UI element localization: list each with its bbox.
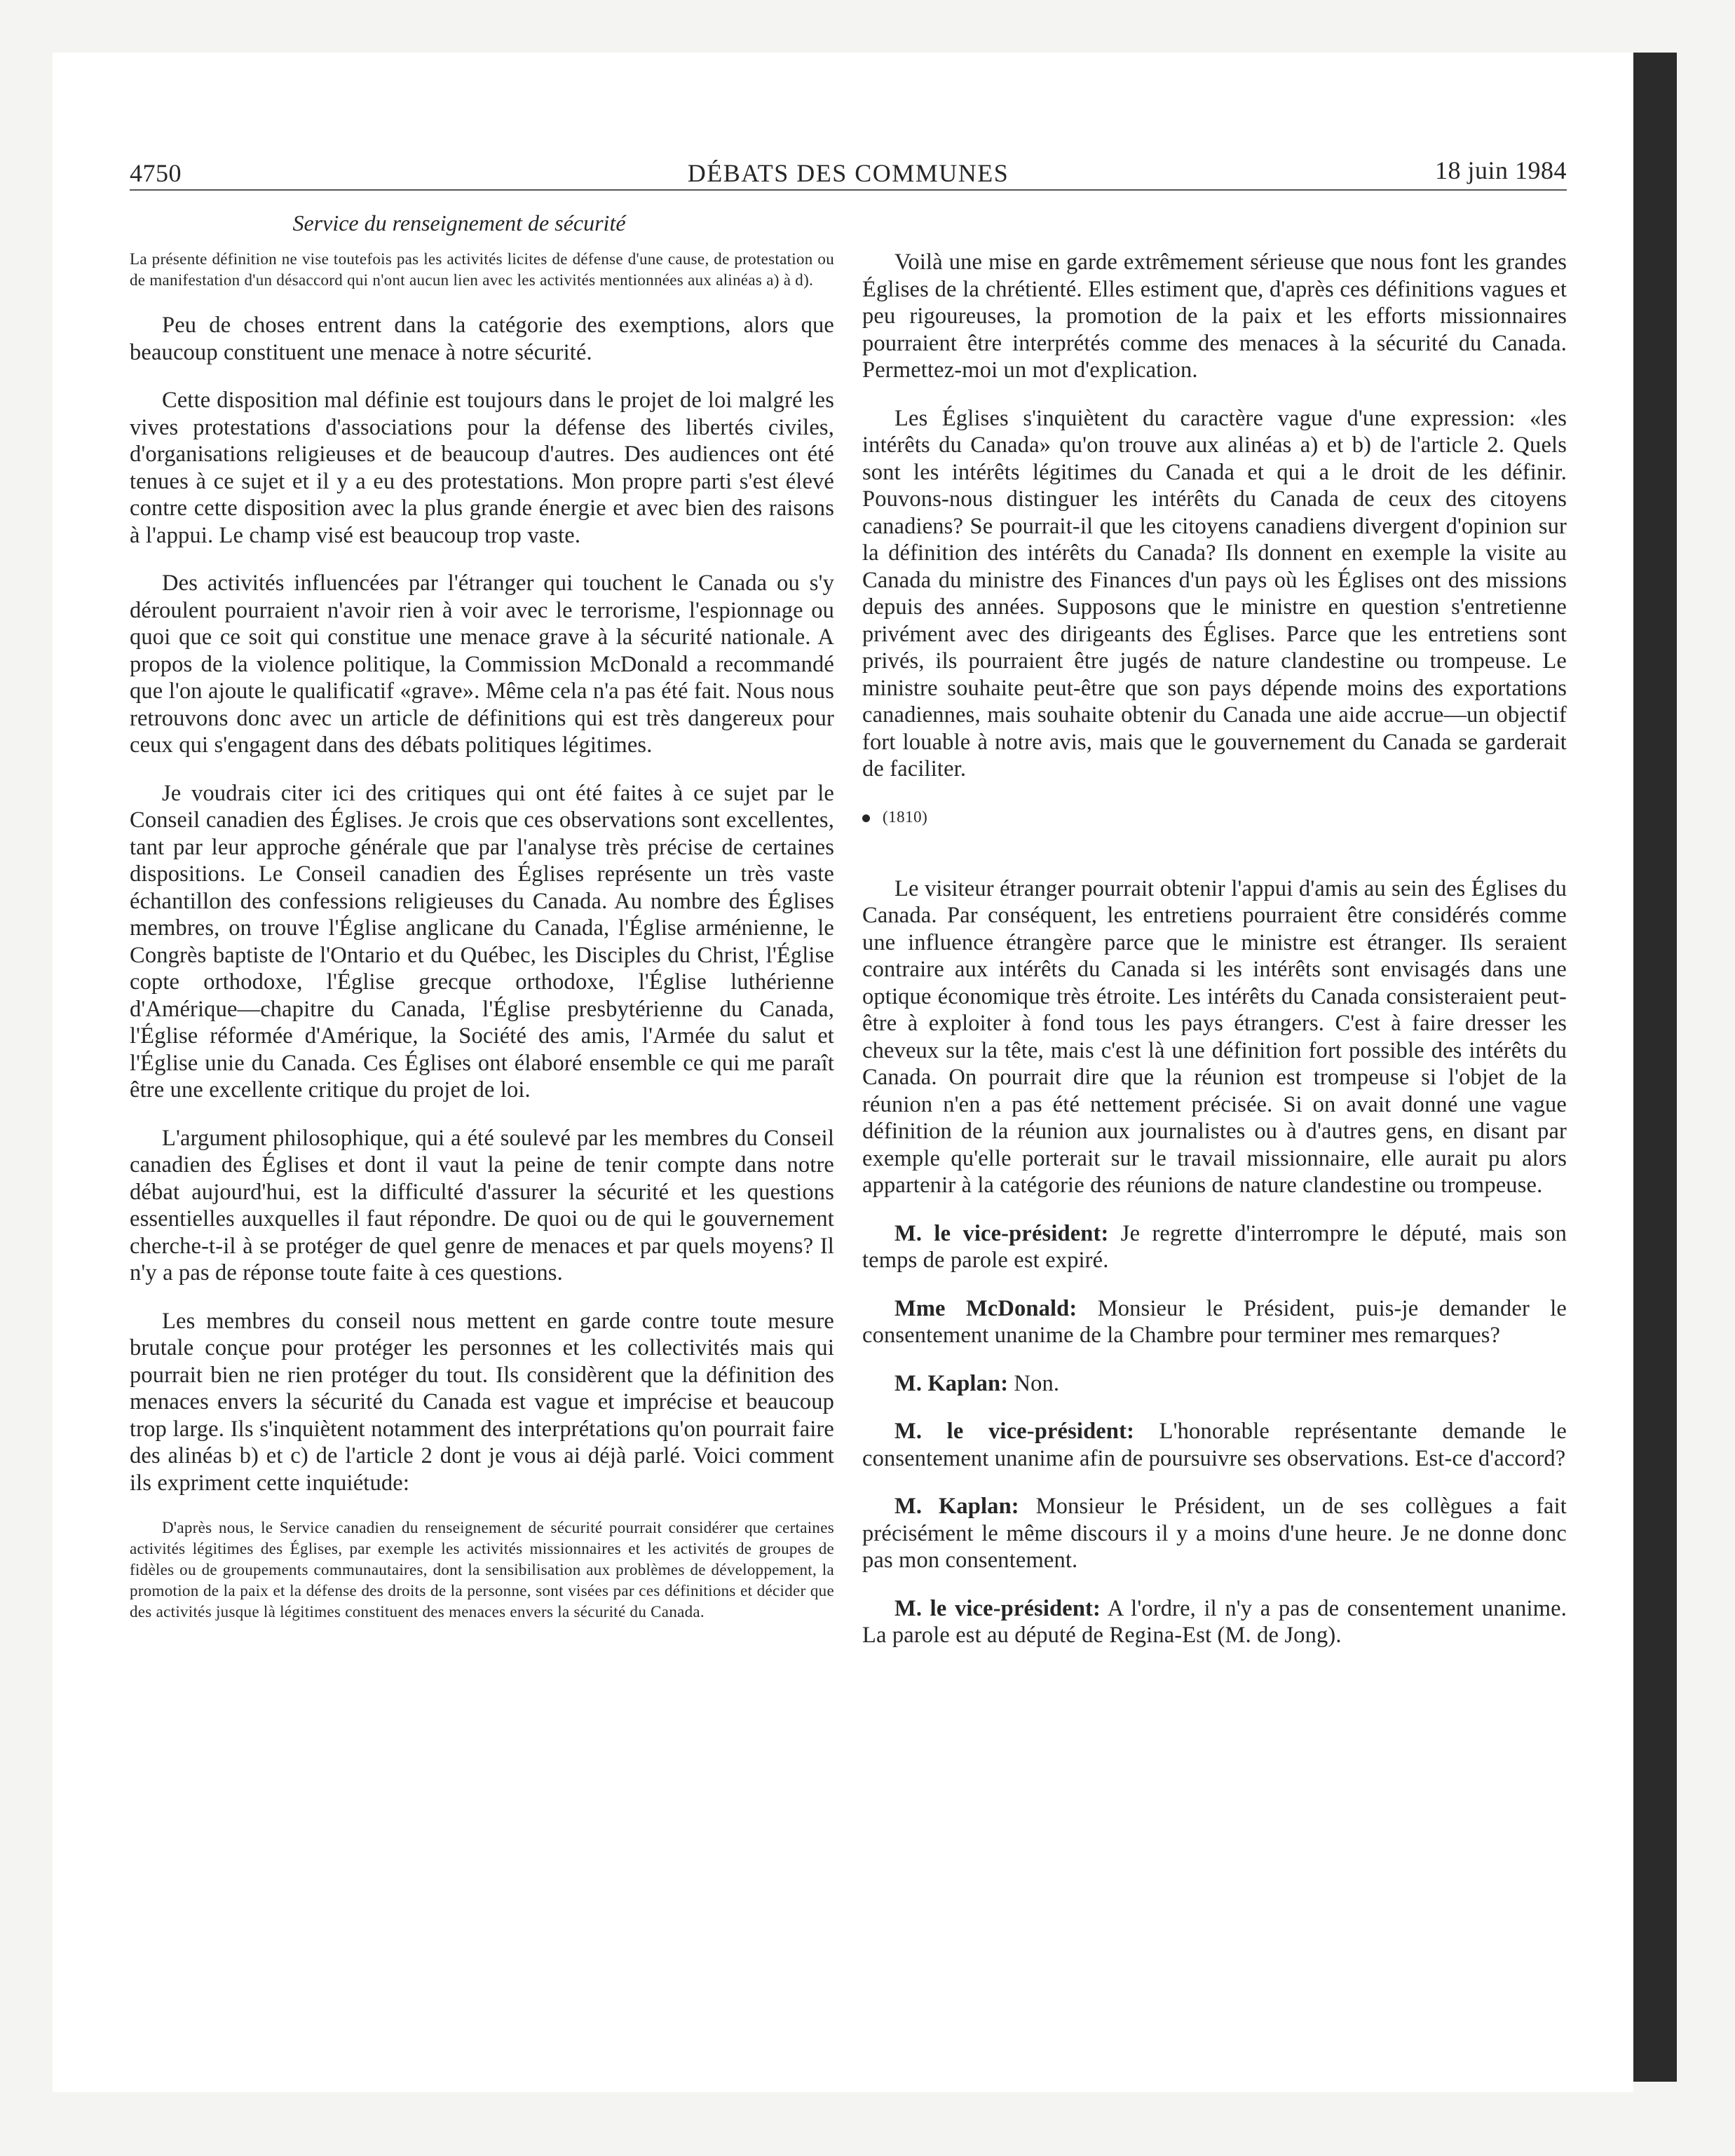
time-marker [862,808,1567,826]
quoted-statement: D'après nous, le Service canadien du renseignement de sécurité pourrait considérer que certaines activités légitimes des Églises, par exemple les activités missionnaires et les activités de groupes de fidèles ou de groupements communautaires, dont la sensibilisation aux problèmes de développement, la promotion de la paix et la défense des droits de la personne, sont visées par ces définitions et décider que des activités jusque là légitimes constituent des menaces envers la sécurité du Canada. [130,1519,834,1621]
speaker-name: M. le vice-président: [894,1220,1109,1246]
scan-edge-bar [1633,53,1677,2082]
paragraph: Peu de choses entrent dans la catégorie des exemptions, alors que beaucoup constituent une menace à notre sécurité. [130,313,834,365]
dialogue-line [862,1295,1567,1349]
page-date: 18 juin 1984 [1434,156,1567,184]
paragraph: Je voudrais citer ici des critiques qui ont été faites à ce sujet par le Conseil canadien des Églises. Je crois que ces observations sont excellentes, tant par leur approche générale que par l'analyse très précise de certaines dispositions. Le Conseil canadien des Églises représente un très vaste échantillon des confessions religieuses du Canada. Au nombre des Églises membres, on trouve l'Église anglicane du Canada, l'Église arménienne, le Congrès baptiste de l'Ontario et du Québec, les Disciples du Christ, l'Église copte orthodoxe, l'Église grecque orthodoxe, l'Église luthérienne d'Amérique—chapitre du Canada, l'Église presbytérienne du Canada, l'Église réformée d'Amérique, la Société des amis, l'Armée du salut et l'Église unie du Canada. Ces Églises ont élaboré ensemble ce qui me paraît être une excellente critique du projet de loi. [130,780,834,1103]
speaker-name: Mme McDonald: [894,1295,1077,1321]
time-label: (1810) [883,807,928,826]
paragraph: Des activités influencées par l'étranger qui touchent le Canada ou s'y déroulent pourraient n'avoir rien à voir avec le terrorisme, l'espionnage ou quoi que ce soit qui constitue une menace grave à la sécurité nationale. A propos de la violence politique, la Commission McDonald a recommandé que l'on ajoute le qualificatif «grave». Même cela n'a pas été fait. Nous nous retrouvons donc avec un article de définitions qui est très dangereux pour ceux qui s'engagent dans des débats politiques légitimes. [130,571,834,758]
bullet-icon [862,814,870,822]
speaker-text: Monsieur le Président, puis-je demander le consentement unanime de la Chambre pour terminer mes remarques? [862,1295,1567,1348]
speaker-text: Je regrette d'interrompre le député, mais son temps de parole est expiré. [862,1220,1567,1273]
paragraph: L'argument philosophique, qui a été soulevé par les membres du Conseil canadien des Églises et dont il vaut la peine de tenir compte dans notre débat aujourd'hui, est la difficulté d'assurer la sécurité et les questions essentielles auxquelles il faut répondre. De quoi ou de qui le gouvernement cherche-t-il à se protéger de quel genre de menaces et par quels moyens? Il n'y a pas de réponse toute faite à ces questions. [130,1125,834,1285]
publication-title: DÉBATS DES COMMUNES [687,159,1009,187]
speaker-name: M. Kaplan: [894,1370,1009,1396]
dialogue-line [862,1370,1567,1398]
speaker-text: L'honorable représentante demande le consentement unanime afin de poursuivre ses observations. Est-ce d'accord? [862,1419,1567,1471]
dialogue-line [862,1595,1567,1649]
paragraph: Le visiteur étranger pourrait obtenir l'appui d'amis au sein des Églises du Canada. Par conséquent, les entretiens pourraient être considérés comme une influence étrangère parce que le ministre est étranger. Ils seraient contraire aux intérêts du Canada si les intérêts sont envisagés dans une optique économique très étroite. Les intérêts du Canada consisteraient peut-être à exploiter à fond tous les pays étrangers. C'est à faire dresser les cheveux sur la tête, mais c'est là une définition fort possible des intérêts du Canada. On pourrait dire que la réunion est trompeuse si l'objet de la réunion n'en a pas été nettement précisée. Si on avait donné une vague définition de la réunion aux journalistes ou à d'autres gens, en disant par exemple qu'elle porterait sur le travail missionnaire, elle aurait pu alors appartenir à la catégorie des réunions de nature clandestine ou trompeuse. [862,875,1567,1198]
speaker-text: Non. [1008,1370,1060,1396]
page-number: 4750 [130,159,182,187]
speaker-text: Monsieur le Président, un de ses collègues a fait précisément le même discours il y a moins d'une heure. Je ne donne donc pas mon consentement. [862,1494,1567,1573]
paragraph: Les Églises s'inquiètent du caractère vague d'une expression: «les intérêts du Canada» qu'on trouve aux alinéas a) et b) de l'article 2. Quels sont les intérêts légitimes du Canada et qui a le droit de les définir. Pouvons-nous distinguer les intérêts du Canada de ceux des citoyens canadiens? Se pourrait-il que les citoyens canadiens divergent d'opinion sur la définition des intérêts du Canada? Ils donnent en exemple la visite au Canada du ministre des Finances d'un pays où les Églises ont des missions depuis des années. Supposons que le ministre en question s'entretienne privément avec des dirigeants des Églises. Parce que les entretiens sont privés, ils pourraient être jugés de nature clandestine ou trompeuse. Le ministre souhaite peut-être que son pays dépende moins des exportations canadiennes, mais souhaite obtenir du Canada une aide accrue—un objectif fort louable à notre avis, mais que le gouvernement du Canada se garderait de faciliter. [862,405,1567,782]
paragraph: Cette disposition mal définie est toujours dans le projet de loi malgré les vives protestations d'associations pour la défense des libertés civiles, d'organisations religieuses et de beaucoup d'autres. Des audiences ont été tenues à ce sujet et il y a eu des protestations. Mon propre parti s'est élevé contre cette disposition avec la plus grande énergie et avec bien des raisons à l'appui. Le champ visé est beaucoup trop vaste. [130,388,834,548]
speaker-name: M. Kaplan: [894,1494,1019,1519]
right-column [862,249,1567,1670]
quoted-definition: La présente définition ne vise toutefois pas les activités licites de défense d'une cause, de protestation ou de manifestation d'un désaccord qui n'ont aucun lien avec les activités mentionnées aux alinéas a) à d). [130,250,834,289]
speaker-name: M. le vice-président: [894,1595,1101,1621]
dialogue-line [862,1418,1567,1472]
running-head [130,156,1567,191]
speaker-name: M. le vice-président: [894,1419,1135,1444]
paragraph: Voilà une mise en garde extrêmement sérieuse que nous font les grandes Églises de la chrétienté. Elles estiment que, d'après ces définitions vagues et peu rigoureuses, la promotion de la paix et les efforts missionnaires pourraient être interprétés comme des menaces à la sécurité du Canada. Permettez-moi un mot d'explication. [862,250,1567,383]
dialogue-line [862,1220,1567,1274]
dialogue-line [862,1493,1567,1574]
paragraph: Les membres du conseil nous mettent en garde contre toute mesure brutale conçue pour protéger les personnes et les collectivités mais qui pourrait bien ne rien protéger du tout. Ils considèrent que la définition des menaces envers la sécurité du Canada est vague et imprécise et beaucoup trop large. Ils s'inquiètent notamment des interprétations qu'on pourrait faire des alinéas b) et c) de l'article 2 dont je vous ai déjà parlé. Voici comment ils expriment cette inquiétude: [130,1308,834,1496]
left-column [130,249,834,1644]
speaker-text: A l'ordre, il n'y a pas de consentement unanime. La parole est au député de Regina-Est (M. de Jong). [862,1595,1567,1648]
section-subheading: Service du renseignement de sécurité [292,210,626,236]
